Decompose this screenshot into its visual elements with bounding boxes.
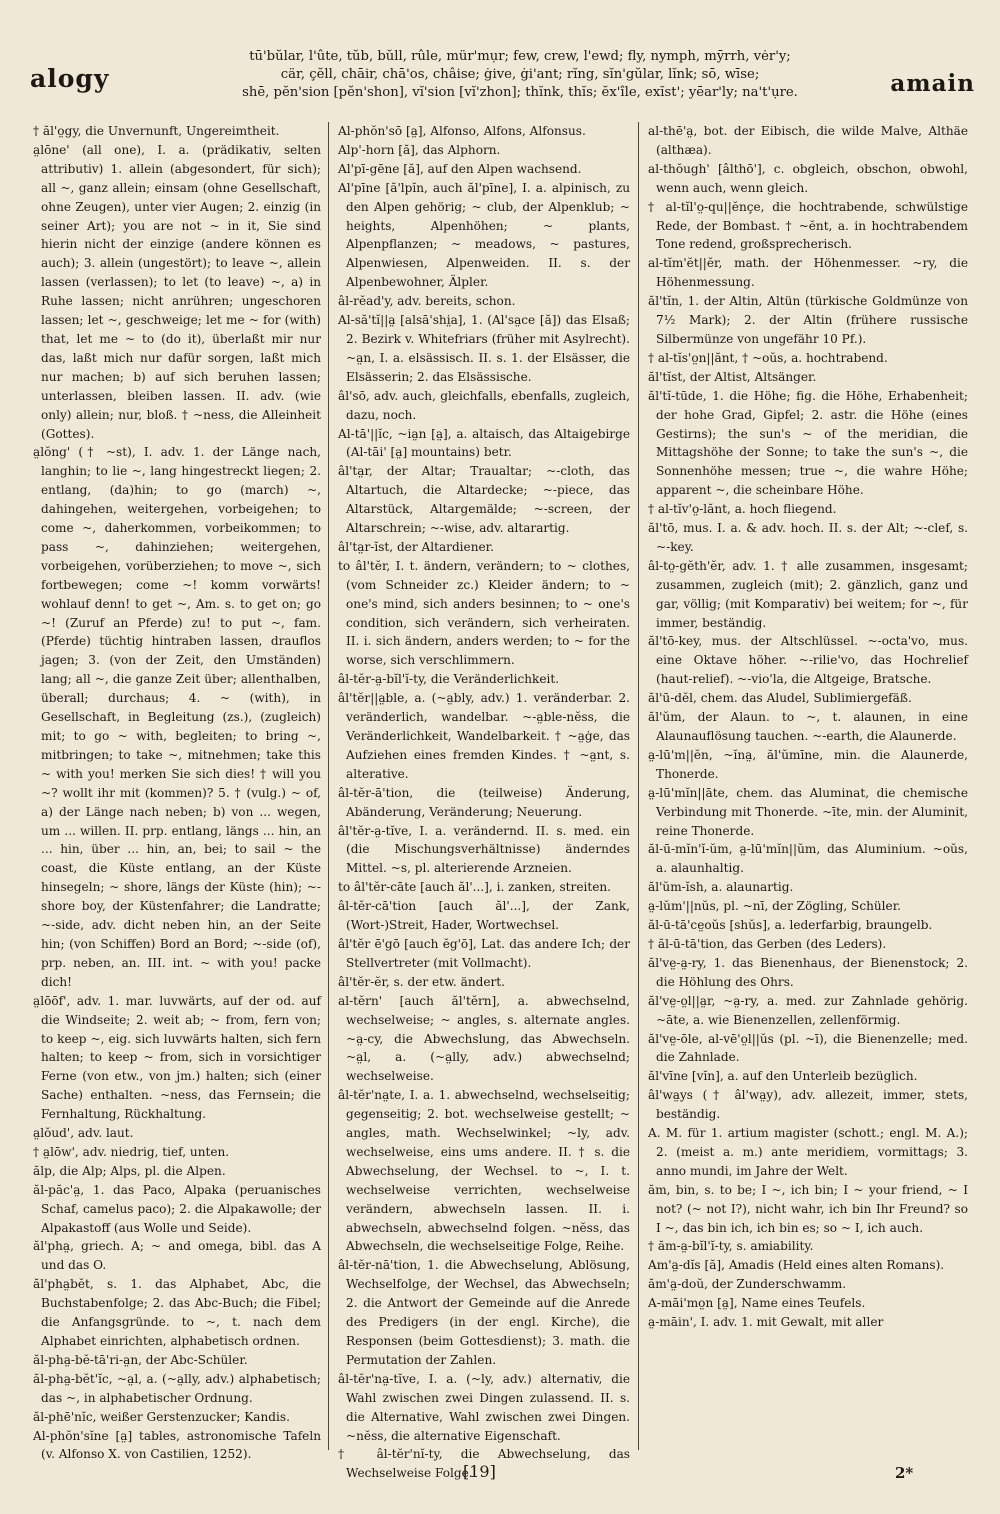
dictionary-entry: ăl'tō, mus. I. a. & adv. hoch. II. s. der Alt; ~-clef, s. ~-key. [648, 521, 968, 554]
dictionary-entry: âl-tĕr-a̤-bĭl'ĭ-ty, die Veränderlichkeit. [338, 672, 560, 687]
dictionary-entry: a̤lōōf', adv. 1. mar. luvwärts, auf der od. auf die Windseite; 2. weit ab; ~ from, fern von; to keep ~, eig. sich luvwärts halten, sich fern halten; to keep ~ from, sich in vorsichtiger Ferne (von etw., von jm.) halten; sich (einer Sache) enthalten. ~ness, das Fernsein; die Fernhaltung, Rückhaltung. [33, 993, 321, 1122]
dictionary-entry: ăl'ū-dĕl, chem. das Aludel, Sublimiergefäß. [648, 691, 912, 706]
dictionary-entry: âl'ta̤r-ĭst, der Altardiener. [338, 539, 494, 554]
dictionary-entry: ăl-pha̤-bĕ-tā'ri-a̤n, der Abc-Schüler. [33, 1352, 248, 1367]
dictionary-entry: † ăm-a̤-bĭl'ĭ-ty, s. amiability. [648, 1239, 814, 1254]
dictionary-entry: âl'tĕr-a̤-tĭve, I. a. verändernd. II. s. med. ein (die Mischungsverhältnisse) änderndes Mittel. ~s, pl. alterierende Arzneien. [338, 823, 630, 876]
dictionary-entry: to âl'tĕr-cāte [auch ăl'...], i. zanken, streiten. [338, 880, 611, 895]
dictionary-entry: âl'tĕr||a̤ble, a. (~a̤bly, adv.) 1. veränderbar. 2. veränderlich, wandelbar. ~-a̤ble-nĕss, die Veränderlichkeit, Wandelbarkeit. † ~a̤ġe, das Aufziehen eines fremden Kindes. † ~a̤nt, s. alterative. [338, 691, 630, 781]
catchword-left: alogy [30, 64, 110, 93]
dictionary-entry: † a̤lōw', adv. niedrig, tief, unten. [33, 1144, 230, 1159]
dictionary-entry: ăl'tĭ-tūde, 1. die Höhe; fig. die Höhe, Erhabenheit; der hohe Grad, Gipfel; 2. astr. die Höhe (eines Gestirns); the sun's ~ of the meridian, die Mittagshöhe der Sonne; to take the sun's ~, die Sonnenhöhe messen; true ~, die wahre Höhe; apparent ~, die scheinbare Höhe. [648, 388, 968, 498]
dictionary-entry: † al-tĭv'o̤-lănt, a. hoch fliegend. [648, 502, 837, 517]
dictionary-entry: a̤-māin', I. adv. 1. mit Gewalt, mit aller [648, 1315, 884, 1330]
dictionary-entry: ăl'pha̤bĕt, s. 1. das Alphabet, Abc, die Buchstabenfolge; 2. das Abc-Buch; die Fibel; die Anfangsgründe. to ~, t. nach dem Alphabet einrichten, alphabetisch ordnen. [33, 1277, 321, 1348]
dictionary-entry: Al-tā'||ĭc, ~ia̤n [a̤], a. altaisch, das Altaigebirge (Al-tāi' [a̤] mountains) betr. [338, 426, 630, 460]
dictionary-entry: a̤-lū'mĭn||āte, chem. das Aluminat, die chemische Verbindung mit Thonerde. ~īte, min. der Aluminit, reine Thonerde. [648, 785, 968, 838]
dictionary-entry: † al-tĭl'o̤-qu||ĕnçe, die hochtrabende, schwülstige Rede, der Bombast. † ~ĕnt, a. in hochtrabendem Tone redend, großsprecherisch. [648, 199, 968, 252]
dictionary-entry: a̤lŏng' († ~st), I. adv. 1. der Länge nach, langhin; to lie ~, lang hingestreckt liegen; 2. entlang, (da)hin; to go (march) ~, dahingehen, weitergehen, vorbeigehen; to come ~, daherkommen, vorbeikommen; to pass ~, dahinziehen; weitergehen, vorbeigehen, vorüberziehen; to move ~, sich fortbewegen; come ~! komm vorwärts! wohlauf denn! to get ~, Am. s. to get on; go ~! (Zuruf an Pferde) zu! to put ~, fam. (Pferde) tüchtig hintraben lassen, drauflos jagen; 3. (von der Zeit, den Umständen) lang; all ~, die ganze Zeit über; allenthalben, überall; durchaus; 4. ~ (with), in Gesellschaft, in Begleitung (zs.), (zugleich) mit; to go ~ with, begleiten; to bring ~, mitbringen; to take ~, mitnehmen; take this ~ with you! merken Sie sich dies! † will you ~? wollt ihr mit (kommen)? 5. † (vulg.) ~ of, a) der Länge nach neben; b) von ... wegen, um ... willen. II. prp. entlang, längs ... hin, an ... hin, über ... hin, an, bei; to sail ~ the coast, die Küste entlang, an der Küste hinsegeln; ~ shore, längs der Küste (hin); ~-shore boy, der Küstenfahrer; die Landratte; ~-side, adv. dicht neben hin, an der Seite hin; (von Schiffen) Bord an Bord; ~-side (of), prp. neben, an. III. int. ~ with you! packe dich! [33, 445, 321, 989]
dictionary-entry: a̤lōne' (all one), I. a. (prädikativ, selten attributiv) 1. allein (abgesondert, für sich); all ~, ganz allein; einsam (ohne Gesellschaft, ohne Zeugen), unter vier Augen; 2. einzig (in seiner Art); you are not ~ in it, Sie sind hierin nicht der einzige (andere können es auch); 3. allein (ungestört); to leave ~, allein lassen (verlassen); to let (to leave) ~, a) in Ruhe lassen; nicht anrühren; ungeschoren lassen; let ~, geschweige; let me ~ for (with) that, let me ~ to (do it), überlaßt mir nur das, laßt mich nur dafür sorgen, laßt mich nur machen; b) auf sich beruhen lassen; unterlassen, bleiben lassen. II. adv. (wie only) allein; nur, bloß. † ~ness, die Alleinheit (Gottes). [33, 142, 321, 441]
pronunciation-key [195, 48, 845, 102]
page-number: [19] [463, 1462, 496, 1481]
page-header [30, 42, 975, 114]
dictionary-entry: âl'ta̤r, der Altar; Traualtar; ~-cloth, das Altartuch, die Altardecke; ~-piece, das Altarstück, Altargemälde; ~-screen, der Altarschrein; ~-wise, adv. altarartig. [338, 464, 630, 536]
dictionary-entry: to âl'tĕr, I. t. ändern, verändern; to ~ clothes, (vom Schneider zc.) Kleider ändern; to ~ one's mind, sich anders besinnen; to ~ one's condition, sich verändern, sich verheiraten. II. i. sich ändern, anders werden; to ~ for the worse, sich verschlimmern. [338, 558, 630, 668]
dictionary-entry: ăl'pha̤, griech. A; ~ and omega, bibl. das A und das O. [33, 1239, 321, 1273]
dictionary-entry: âl'wa̤ys († âl'wa̤y), adv. allezeit, immer, stets, beständig. [648, 1088, 968, 1122]
dictionary-entry: al-tĕrn' [auch ăl'tĕrn], a. abwechselnd, wechselweise; ~ angles, s. alternate angles. ~a̤-cy, die Abwechslung, das Abwechseln. ~a̤l, a. (~a̤lly, adv.) abwechselnd; wechselweise. [338, 993, 630, 1084]
dictionary-entry: † ăl'o̤gy, die Unvernunft, Ungereimtheit. [33, 124, 280, 138]
dictionary-entry: A. M. für 1. artium magister (schott.; engl. M. A.); 2. (meist a. m.) ante meridiem, vormittags; 3. anno mundi, im Jahre der Welt. [648, 1126, 968, 1178]
dictionary-entry: ăl-păc'a̤, 1. das Paco, Alpaka (peruanisches Schaf, camelus paco); 2. die Alpakawolle; der Alpakastoff (aus Wolle und Seide). [33, 1182, 321, 1235]
dictionary-entry: Alp'-horn [ă], das Alphorn. [338, 142, 501, 157]
dictionary-entry: A-māi'mo̤n [a̤], Name eines Teufels. [648, 1296, 866, 1311]
dictionary-entry: Al-să'tĭ||a̤ [alsā'shi̤a], 1. (Al'sa̤ce [ă]) das Elsaß; 2. Bezirk v. Whitefriars (früher mit Asylrecht). ~a̤n, I. a. elsässisch. II. s. 1. der Elsässer, die Elsässerin; 2. das Elsässische. [338, 313, 630, 384]
dictionary-entry: ăl've̤-a̤-ry, 1. das Bienenhaus, der Bienenstock; 2. die Höhlung des Ohrs. [648, 955, 968, 989]
dictionary-entry: al-tĭm'ĕt||ĕr, math. der Höhenmesser. ~ry, die Höhenmessung. [648, 256, 968, 290]
dictionary-entry: † al-tĭs'o̤n||ănt, † ~oŭs, a. hochtrabend. [648, 350, 888, 365]
dictionary-entry: Al-phŏn'sĭne [a̤] tables, astronomische Tafeln (v. Alfonso X. von Castilien, 1252). [33, 1428, 321, 1462]
dictionary-entry: ăl-pha̤-bĕt'ĭc, ~a̤l, a. (~a̤lly, adv.) alphabetisch; das ~, in alphabetischer Ordnung. [33, 1371, 321, 1405]
dictionary-entry: a̤-lū'm||ĕn, ~ĭna̤, ăl'ŭmīne, min. die Alaunerde, Thonerde. [648, 747, 968, 781]
dictionary-entry: âl'tĕr-ĕr, s. der etw. ändert. [338, 974, 506, 989]
dictionary-entry: Al'pī-gēne [ă], auf den Alpen wachsend. [338, 161, 582, 176]
dictionary-entry: ăl-ū-tā'ce̤oŭs [shŭs], a. lederfarbig, braungelb. [648, 918, 933, 933]
dictionary-entry: âl-to̤-gĕth'ĕr, adv. 1. † alle zusammen, insgesamt; zusammen, zugleich (mit); 2. gänzlich, ganz und gar, völlig; (mit Komparativ) bei weitem; for ~, für immer, beständig. [648, 558, 968, 630]
dictionary-entry: âl-tĕr'na̤-tĭve, I. a. (~ly, adv.) alternativ, die Wahl zwischen zwei Dingen zulassend. II. s. die Alternative, Wahl zwischen zwei Dingen. ~nĕss, die alternative Eigenschaft. [338, 1371, 630, 1443]
dictionary-entry: âl-tĕr-cā'tion [auch ăl'...], der Zank, (Wort-)Streit, Hader, Wortwechsel. [338, 899, 630, 933]
dictionary-entry: ălp, die Alp; Alps, pl. die Alpen. [33, 1163, 226, 1178]
dictionary-entry: âl-tĕr-ā'tion, die (teilweise) Änderung, Abänderung, Veränderung; Neuerung. [338, 785, 630, 819]
dictionary-entry: Al-phŏn'sō [a̤], Alfonso, Alfons, Alfonsus. [338, 124, 586, 138]
dictionary-entry: âl-tĕr'na̤te, I. a. 1. abwechselnd, wechselseitig; gegenseitig; 2. bot. wechselweise gestellt; ~ angles, math. Wechselwinkel; ~ly, adv. wechselweise, eins ums andere. II. † s. die Abwechselung, der Wechsel. to ~, I. t. wechselweise verrichten, wechselweise verändern, abwechseln lassen. II. i. abwechseln, abwechselnd folgen. ~nĕss, das Abwechseln, die wechselseitige Folge, Reihe. [338, 1088, 630, 1254]
dictionary-entry: ăl-phē'nĭc, weißer Gerstenzucker; Kandis. [33, 1409, 290, 1424]
column-right [648, 122, 968, 1452]
dictionary-entry: ăl'tĭst, der Altist, Altsänger. [648, 369, 817, 384]
dictionary-entry: Am'a̤-dĭs [ă], Amadis (Held eines alten Romans). [648, 1258, 945, 1273]
dictionary-entry: ăl-ū-mĭn'ĭ-ŭm, a̤-lū'mĭn||ŭm, das Aluminium. ~oŭs, a. alaunhaltig. [648, 842, 968, 876]
dictionary-entry: a̤-lŭm'||nŭs, pl. ~nī, der Zögling, Schüler. [648, 899, 902, 914]
dictionary-entry: al-thē'a̤, bot. der Eibisch, die wilde Malve, Althäe (althæa). [648, 124, 968, 157]
dictionary-entry: ăl'tō-key, mus. der Altschlüssel. ~-octa'vo, mus. eine Oktave höher. ~-rilie'vo, das Hochrelief (haut-relief). ~-vio'la, die Altgeige, Bratsche. [648, 634, 968, 687]
dictionary-entry: ăl'vīne [vĭn], a. auf den Unterleib bezüglich. [648, 1069, 918, 1084]
dictionary-entry: † ăl-ū-tā'tion, das Gerben (des Leders). [648, 936, 887, 951]
pronunciation-key-line: shē, pĕn'sion [pĕn'shon], vĭ'sion [vĭ'zhon]; thĭnk, thĭs; ĕx'île, exĭst'; yēar'ly; na't'ụre. [242, 85, 798, 100]
dictionary-entry: † âl-tĕr'nĭ-ty, die Abwechselung, das Wechselweise Folge. [338, 1447, 630, 1481]
dictionary-entry: ăl'ŭm, der Alaun. to ~, t. alaunen, in eine Alaunauflösung tauchen. ~-earth, die Alaunerde. [648, 710, 968, 743]
dictionary-entry: ăl've̤-ōle, al-vē'o̤l||ŭs (pl. ~ī), die Bienenzelle; med. die Zahnlade. [648, 1031, 968, 1065]
dictionary-entry: ăm, bin, s. to be; I ~, ich bin; I ~ your friend, ~ I not? (~ not I?), nicht wahr, ich bin Ihr Freund? so I ~, das bin ich, ich bin es; so ~ I, ich auch. [648, 1182, 968, 1235]
dictionary-entry: ăl've̤-o̤l||a̤r, ~a̤-ry, a. med. zur Zahnlade gehörig. ~āte, a. wie Bienenzellen, zellenförmig. [648, 993, 968, 1027]
dictionary-entry: ăl'ŭm-ĭsh, a. alaunartig. [648, 880, 794, 895]
dictionary-entry: âl-rĕad'y, adv. bereits, schon. [338, 294, 516, 309]
dictionary-entry: âl'tĕr ē'gō [auch ĕg'ō], Lat. das andere Ich; der Stellvertreter (mit Vollmacht). [338, 936, 630, 970]
dictionary-entry: Al'pīne [ă'lpĭn, auch ăl'pīne], I. a. alpinisch, zu den Alpen gehörig; ~ club, der Alpenklub; ~ heights, Alpenhöhen; ~ plants, Alpenpflanzen; ~ meadows, ~ pastures, Alpenwiesen, Alpenweiden. II. s. der Alpenbewohner, Älpler. [338, 180, 630, 290]
pronunciation-key-line: tū'bŭlar, l'ûte, tŭb, bŭll, rûle, mür'mụr; few, crew, l'ewd; fly, nymph, mȳrrh, vėr'y; [249, 49, 791, 64]
pronunciation-key-line: cär, çĕll, chāir, chā'os, châise; ġive, ġi'ant; rĭng, sĭn'gŭlar, lĭnk; sō, wīse; [280, 67, 760, 82]
dictionary-entry: al-thŏugh' [âlthō'], c. obgleich, obschon, obwohl, wenn auch, wenn gleich. [648, 161, 968, 195]
dictionary-entry: âl'sō, adv. auch, gleichfalls, ebenfalls, zugleich, dazu, noch. [338, 388, 630, 422]
dictionary-entry: a̤lŏud', adv. laut. [33, 1126, 134, 1141]
dictionary-entry: ăl'tĭn, 1. der Altin, Altün (türkische Goldmünze von 7½ Mark); 2. der Altin (frühere russische Silbermünze von ungefähr 10 Pf.). [648, 294, 968, 346]
signature-mark: 2* [895, 1464, 914, 1482]
dictionary-entry: ăm'a̤-doŭ, der Zunderschwamm. [648, 1277, 847, 1292]
column-left [33, 122, 321, 1462]
dictionary-entry: âl-tĕr-nā'tion, 1. die Abwechselung, Ablösung, Wechselfolge, der Wechsel, das Abwechseln; 2. die Antwort der Gemeinde auf die Anrede des Predigers (in der engl. Kirche), die Responsen (beim Gottesdienst); 3. math. die Permutation der Zahlen. [338, 1258, 630, 1367]
catchword-right: amain [890, 70, 975, 97]
